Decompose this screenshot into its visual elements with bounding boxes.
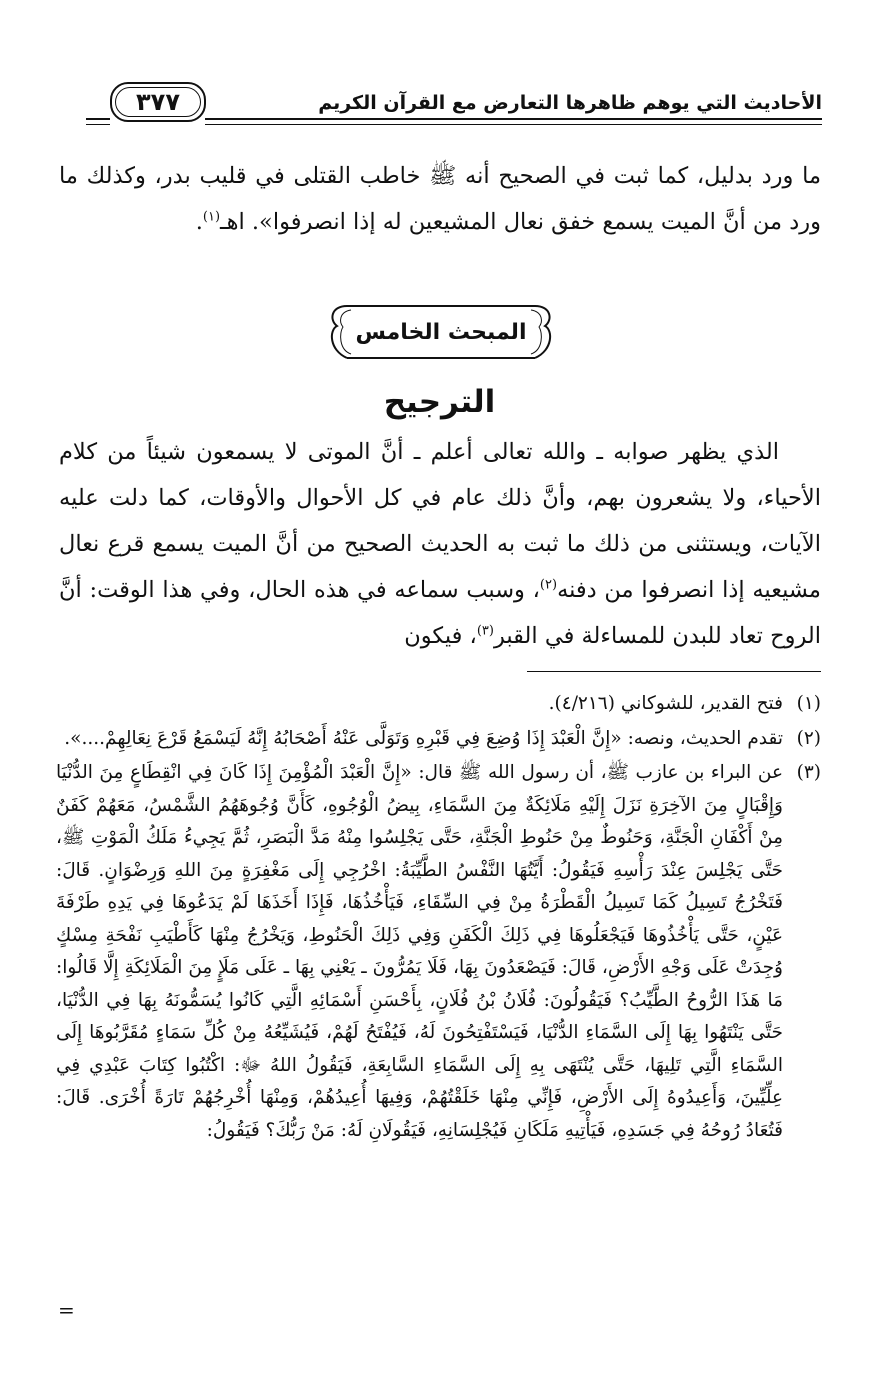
section-heading: الترجيح xyxy=(383,384,496,420)
footnote-2 xyxy=(56,723,821,756)
footnote-number: (٢) xyxy=(796,727,821,749)
intro-body: ما ورد بدليل، كما ثبت في الصحيح أنه ﷺ خاطب القتلى في قليب بدر، وكذلك ما ورد من أنَّ الميت يسمع خفق نعال المشيعين له إذا انصرفوا». اهـ xyxy=(59,163,821,235)
intro-paragraph xyxy=(59,153,821,245)
footnote-ref-2: (٢) xyxy=(539,577,558,593)
footnote-text: تقدم الحديث، ونصه: «إِنَّ الْعَبْدَ إِذَا وُضِعَ فِي قَبْرِهِ وَتَوَلَّى عَنْهُ أَصْحَابُهُ إِنَّهُ لَيَسْمَعُ قَرْعَ نِعَالِهِمْ....». xyxy=(64,727,783,749)
main-text xyxy=(59,429,821,659)
footnote-number: (٣) xyxy=(796,762,821,783)
page-header xyxy=(82,78,822,138)
footnote-3 xyxy=(56,757,821,1147)
footnote-1 xyxy=(56,688,821,721)
header-rule-bottom xyxy=(205,124,822,125)
footnote-text: فتح القدير، للشوكاني (٤/٢١٦). xyxy=(548,693,783,714)
main-paragraph xyxy=(59,429,821,659)
footnote-separator xyxy=(527,671,821,672)
running-title: الأحاديث التي يوهم ظاهرها التعارض مع القرآن الكريم xyxy=(318,92,822,114)
section-banner xyxy=(325,300,557,364)
header-rule-left-top xyxy=(86,118,110,120)
main-text-part2: ، وسبب سماعه في هذه الحال، وفي هذا الوقت: أنَّ الروح تعاد للبدن للمساءلة في القبر xyxy=(59,577,821,649)
footnote-ref-1: (١) xyxy=(202,209,221,225)
footnote-number: (١) xyxy=(796,693,821,714)
header-rule-top xyxy=(205,118,822,120)
intro-text xyxy=(59,153,821,245)
page-number: ٣٧٧ xyxy=(136,88,180,116)
footnotes xyxy=(56,688,821,1149)
continuation-mark: = xyxy=(58,1298,75,1322)
footnote-text: عن البراء بن عازب ﷺ، أن رسول الله ﷺ قال: «إِنَّ الْعَبْدَ الْمُؤْمِنَ إِذَا كَانَ فِي انْقِطَاعٍ مِنَ الدُّنْيَا وَإِقْبَالٍ مِنَ الآخِرَةِ نَزَلَ إِلَيْهِ مَلَائِكَةٌ مِنَ السَّمَاءِ، بِيضُ الْوُجُوهِ، كَأَنَّ وُجُوهَهُمُ الشَّمْسُ، مَعَهُمْ كَفَنٌ مِنْ أَكْفَانِ الْجَنَّةِ، وَحَنُوطٌ مِنْ حَنُوطِ الْجَنَّةِ، حَتَّى يَجْلِسُوا مِنْهُ مَدَّ الْبَصَرِ، ثُمَّ يَجِيءُ مَلَكُ الْمَوْتِ ﷺ، حَتَّى يَجْلِسَ عِنْدَ رَأْسِهِ فَيَقُولُ: أَيَّتُهَا النَّفْسُ الطَّيِّبَةُ: اخْرُجِي إِلَى مَغْفِرَةٍ مِنَ اللهِ وَرِضْوَانٍ. قَالَ: فَتَخْرُجُ تَسِيلُ كَمَا تَسِيلُ الْقَطْرَةُ مِنْ فِي السِّقَاءِ، فَيَأْخُذُهَا، فَإِذَا أَخَذَهَا لَمْ يَدَعُوهَا فِي يَدِهِ طَرْفَةَ عَيْنٍ، حَتَّى يَأْخُذُوهَا فَيَجْعَلُوهَا فِي ذَلِكَ الْكَفَنِ وَفِي ذَلِكَ الْحَنُوطِ، وَيَخْرُجُ مِنْهَا كَأَطْيَبِ نَفْحَةِ مِسْكٍ وُجِدَتْ عَلَى وَجْهِ الأَرْضِ، قَالَ: فَيَصْعَدُونَ بِهَا، فَلَا يَمُرُّونَ ـ يَعْنِي بِهَا ـ عَلَى مَلَإٍ مِنَ الْمَلَائِكَةِ إِلَّا قَالُوا: مَا هَذَا الرُّوحُ الطَّيِّبُ؟ فَيَقُولُونَ: فُلَانُ بْنُ فُلَانٍ، بِأَحْسَنِ أَسْمَائِهِ الَّتِي كَانُوا يُسَمُّونَهُ بِهَا فِي الدُّنْيَا، حَتَّى يَنْتَهُوا بِهَا إِلَى السَّمَاءِ الدُّنْيَا، فَيَسْتَفْتِحُونَ لَهُ، فَيُفْتَحُ لَهُمْ، فَيُشَيِّعُهُ مِنْ كُلِّ سَمَاءٍ مُقَرَّبُوهَا إِلَى السَّمَاءِ الَّتِي تَلِيهَا، حَتَّى يُنْتَهَى بِهِ إِلَى السَّمَاءِ السَّابِعَةِ، فَيَقُولُ اللهُ ﷻ: اكْتُبُوا كِتَابَ عَبْدِي فِي عِلِّيِّينَ، وَأَعِيدُوهُ إِلَى الأَرْضِ، فَإِنِّي مِنْهَا خَلَقْتُهُمْ، وَفِيهَا أُعِيدُهُمْ، وَمِنْهَا أُخْرِجُهُمْ تَارَةً أُخْرَى. قَالَ: فَتُعَادُ رُوحُهُ فِي جَسَدِهِ، فَيَأْتِيهِ مَلَكَانِ فَيُجْلِسَانِهِ، فَيَقُولَانِ لَهُ: مَنْ رَبُّكَ؟ فَيَقُولُ: xyxy=(56,762,783,1141)
main-text-part1: الذي يظهر صوابه ـ والله تعالى أعلم ـ أنَّ الموتى لا يسمعون شيئاً من كلام الأحياء، ولا يشعرون بهم، وأنَّ ذلك عام في كل الأحوال والأوقات، كما دلت عليه الآيات، ويستثنى من ذلك ما ثبت به الحديث الصحيح من أنَّ الميت يسمع قرع نعال مشيعيه إذا انصرفوا من دفنه xyxy=(59,439,821,603)
page-number-frame xyxy=(110,82,206,122)
section-label: المبحث الخامس xyxy=(355,319,527,345)
footnote-ref-3: (٣) xyxy=(476,623,494,639)
header-rule-left-bottom xyxy=(86,124,110,125)
intro-end: . xyxy=(195,209,203,235)
main-text-part3: ، فيكون xyxy=(404,623,477,649)
